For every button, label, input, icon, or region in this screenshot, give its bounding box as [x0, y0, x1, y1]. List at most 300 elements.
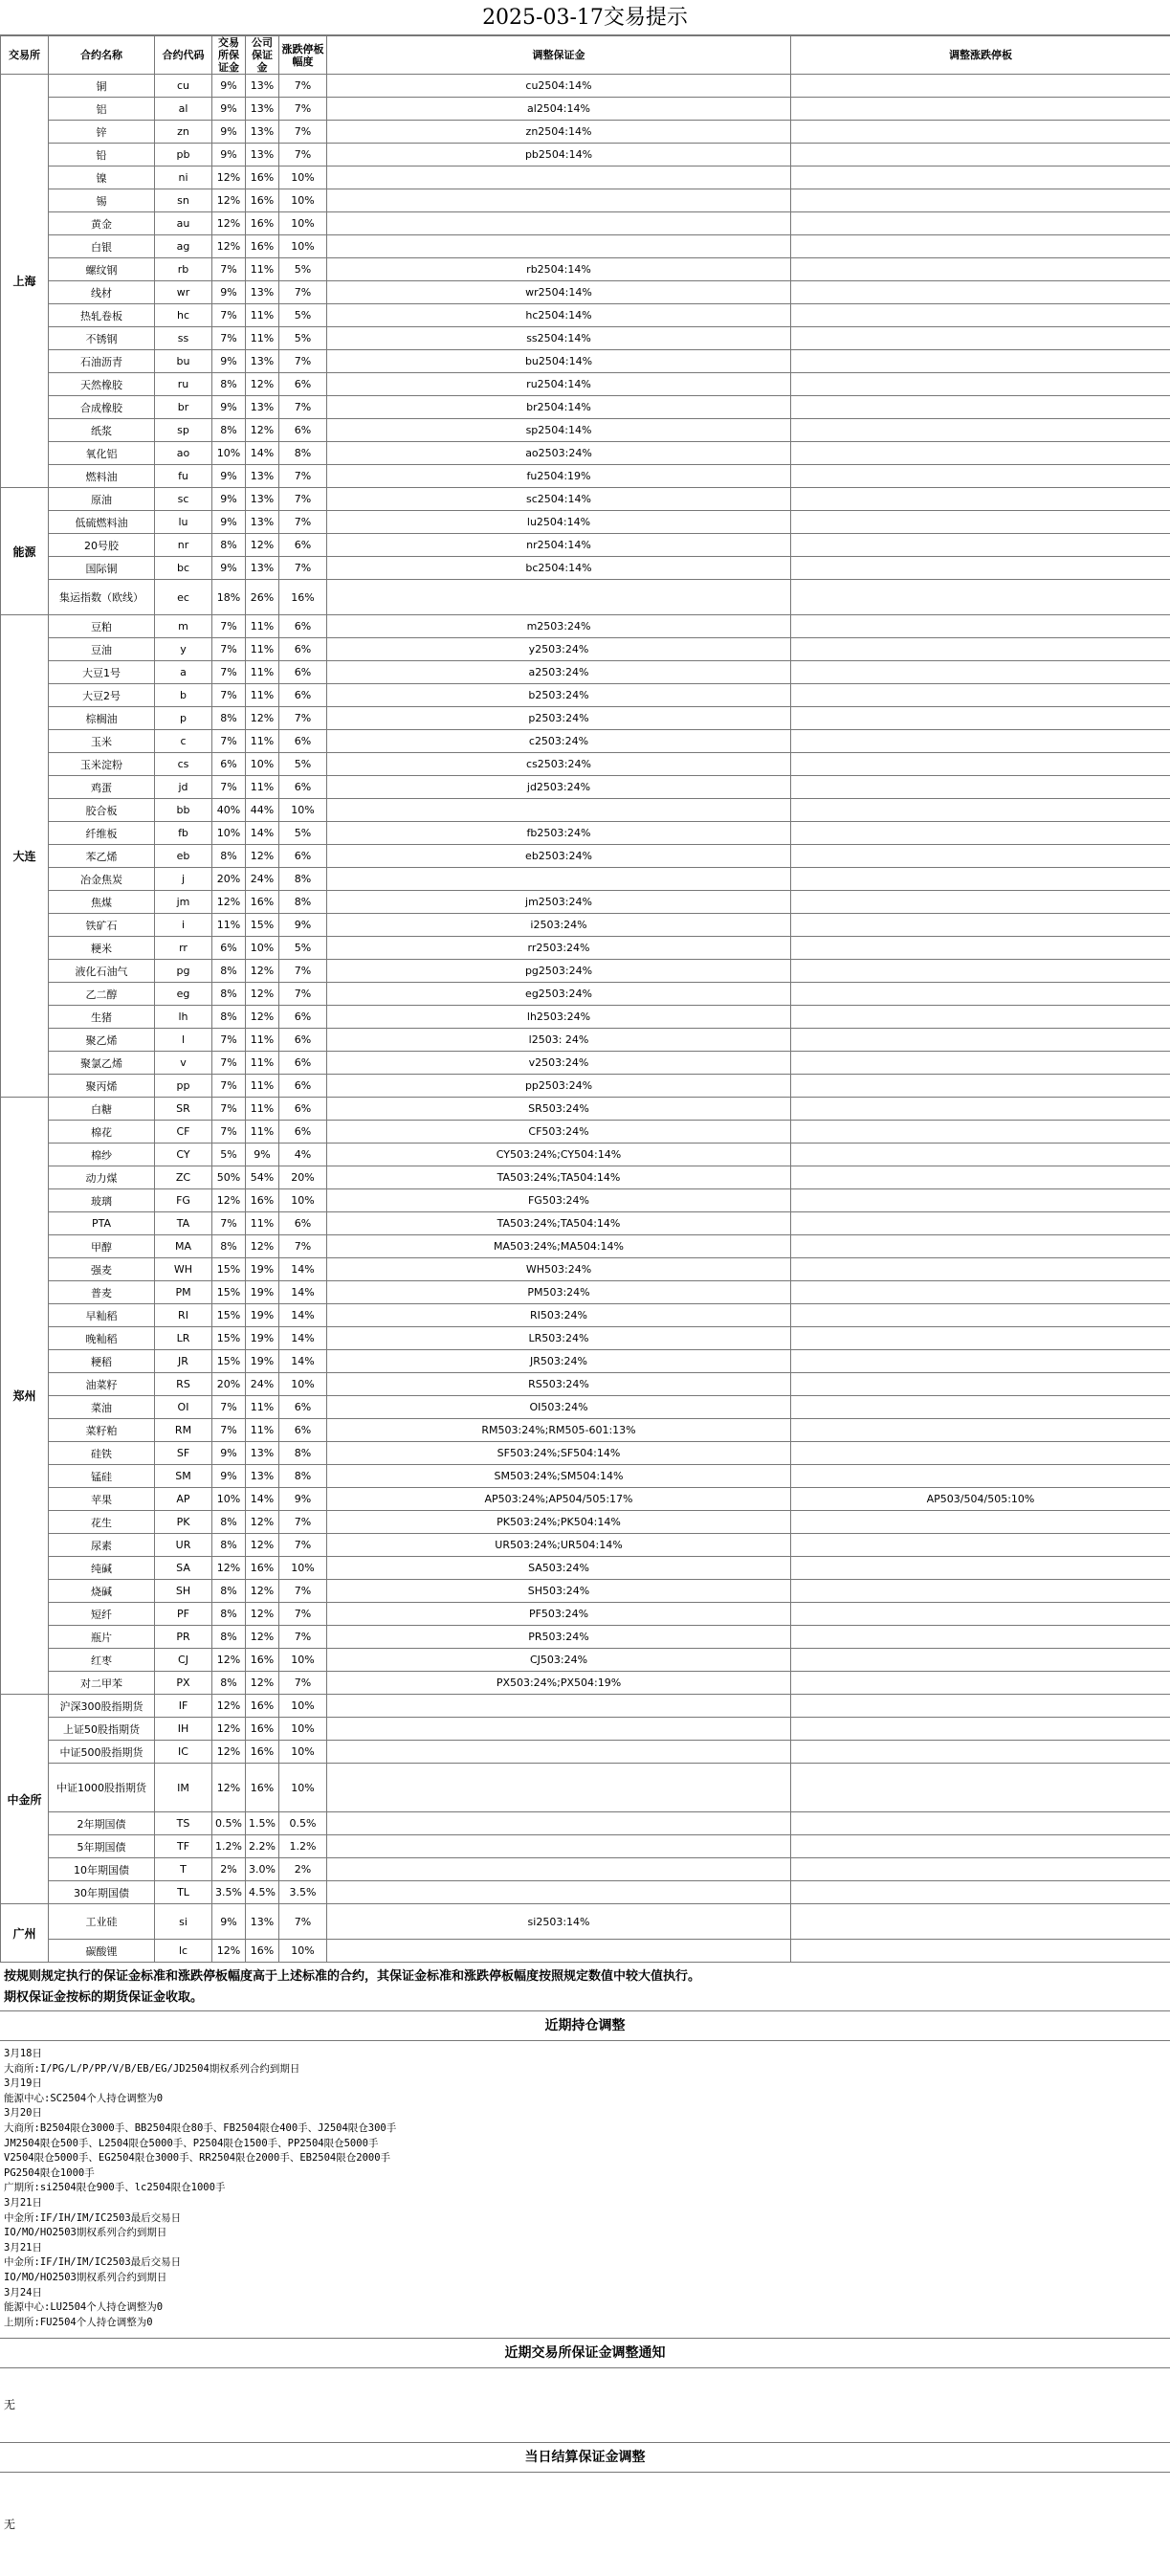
adjust-limit [791, 98, 1170, 121]
adjust-limit [791, 1235, 1170, 1258]
contract-name: 天然橡胶 [49, 373, 155, 396]
table-row [1, 75, 1170, 98]
adjust-limit [791, 661, 1170, 684]
exchange-margin: 12% [212, 1695, 246, 1718]
adjust-margin: RM503:24%;RM505-601:13% [327, 1419, 791, 1442]
contract-code: nr [155, 534, 212, 557]
contract-code: PF [155, 1603, 212, 1626]
exchange-margin: 15% [212, 1304, 246, 1327]
limit-range: 10% [279, 1695, 327, 1718]
exchange-cell: 郑州 [1, 1098, 49, 1695]
note-line: 按规则规定执行的保证金标准和涨跌停板幅度高于上述标准的合约，其保证金标准和涨跌停板幅度按照规定数值中较大值执行。 [4, 1966, 1166, 1988]
contract-code: fu [155, 465, 212, 488]
exchange-margin: 7% [212, 638, 246, 661]
contract-name: 大豆2号 [49, 684, 155, 707]
header-contract-name: 合约名称 [49, 36, 155, 75]
exchange-margin: 7% [212, 684, 246, 707]
exchange-margin: 12% [212, 1189, 246, 1212]
adjust-margin [327, 1835, 791, 1858]
company-margin: 13% [246, 281, 279, 304]
contract-code: lc [155, 1940, 212, 1963]
exchange-margin: 9% [212, 488, 246, 511]
contract-name: 集运指数（欧线） [49, 580, 155, 615]
adjust-limit: AP503/504/505:10% [791, 1488, 1170, 1511]
exchange-margin: 8% [212, 1672, 246, 1695]
contract-code: jd [155, 776, 212, 799]
header-adjust-limit: 调整涨跌停板 [791, 36, 1170, 75]
adjust-margin: SA503:24% [327, 1557, 791, 1580]
exchange-margin: 7% [212, 1419, 246, 1442]
contract-code: v [155, 1052, 212, 1075]
limit-range: 5% [279, 753, 327, 776]
limit-range: 5% [279, 327, 327, 350]
adjust-margin [327, 799, 791, 822]
adjust-margin: CY503:24%;CY504:14% [327, 1144, 791, 1166]
adjust-limit [791, 1281, 1170, 1304]
exchange-margin: 9% [212, 1442, 246, 1465]
company-margin: 16% [246, 1718, 279, 1741]
adjust-margin: cu2504:14% [327, 75, 791, 98]
limit-range: 8% [279, 891, 327, 914]
contract-code: T [155, 1858, 212, 1881]
adjust-limit [791, 304, 1170, 327]
contract-code: IM [155, 1764, 212, 1812]
limit-range: 10% [279, 1940, 327, 1963]
adjust-margin: LR503:24% [327, 1327, 791, 1350]
contract-name: 甲醇 [49, 1235, 155, 1258]
company-margin: 12% [246, 1580, 279, 1603]
company-margin: 12% [246, 707, 279, 730]
exchange-margin: 11% [212, 914, 246, 937]
table-row [1, 1812, 1170, 1835]
limit-range: 7% [279, 350, 327, 373]
limit-range: 7% [279, 281, 327, 304]
adjust-margin: eg2503:24% [327, 983, 791, 1006]
contract-name: 早籼稻 [49, 1304, 155, 1327]
contract-code: pp [155, 1075, 212, 1098]
limit-range: 6% [279, 1419, 327, 1442]
exchange-cell: 上海 [1, 75, 49, 488]
contract-code: CY [155, 1144, 212, 1166]
company-margin: 14% [246, 822, 279, 845]
limit-range: 7% [279, 1603, 327, 1626]
contract-code: cu [155, 75, 212, 98]
company-margin: 12% [246, 1603, 279, 1626]
notes [0, 1963, 1170, 2010]
exchange-margin: 8% [212, 707, 246, 730]
contract-name: 红枣 [49, 1649, 155, 1672]
adjust-margin: hc2504:14% [327, 304, 791, 327]
contract-code: TS [155, 1812, 212, 1835]
limit-range: 7% [279, 1511, 327, 1534]
contract-code: PX [155, 1672, 212, 1695]
contract-code: sn [155, 189, 212, 212]
exchange-margin: 9% [212, 557, 246, 580]
company-margin: 11% [246, 1052, 279, 1075]
contract-code: a [155, 661, 212, 684]
contract-code: IC [155, 1741, 212, 1764]
contract-code: jm [155, 891, 212, 914]
exchange-margin: 20% [212, 868, 246, 891]
table-row [1, 684, 1170, 707]
contract-code: i [155, 914, 212, 937]
adjust-limit [791, 868, 1170, 891]
limit-range: 7% [279, 144, 327, 167]
contract-name: 对二甲苯 [49, 1672, 155, 1695]
contract-code: wr [155, 281, 212, 304]
contract-code: CF [155, 1121, 212, 1144]
limit-range: 7% [279, 1904, 327, 1940]
contract-code: RS [155, 1373, 212, 1396]
contract-code: hc [155, 304, 212, 327]
adjust-limit [791, 442, 1170, 465]
exchange-margin: 12% [212, 1940, 246, 1963]
limit-range: 7% [279, 1235, 327, 1258]
header-adjust-margin: 调整保证金 [327, 36, 791, 75]
adjust-limit [791, 1741, 1170, 1764]
adjust-margin: RI503:24% [327, 1304, 791, 1327]
contract-name: 5年期国债 [49, 1835, 155, 1858]
adjust-margin: ao2503:24% [327, 442, 791, 465]
adjust-limit [791, 1695, 1170, 1718]
contract-name: 2年期国债 [49, 1812, 155, 1835]
adjust-limit [791, 615, 1170, 638]
exchange-margin: 12% [212, 1718, 246, 1741]
adjust-limit [791, 1442, 1170, 1465]
contract-name: 玉米淀粉 [49, 753, 155, 776]
holdings-line: 广期所:si2504限仓900手、lc2504限仓1000手 [4, 2181, 1166, 2196]
exchange-margin: 9% [212, 121, 246, 144]
contract-name: PTA [49, 1212, 155, 1235]
company-margin: 19% [246, 1304, 279, 1327]
contract-code: m [155, 615, 212, 638]
adjust-limit [791, 1835, 1170, 1858]
table-row [1, 580, 1170, 615]
company-margin: 12% [246, 373, 279, 396]
adjust-limit [791, 684, 1170, 707]
exchange-margin: 20% [212, 1373, 246, 1396]
limit-range: 7% [279, 557, 327, 580]
table-row [1, 1052, 1170, 1075]
exchange-margin: 15% [212, 1281, 246, 1304]
contract-name: 锌 [49, 121, 155, 144]
adjust-margin: TA503:24%;TA504:14% [327, 1212, 791, 1235]
adjust-limit [791, 1557, 1170, 1580]
table-row [1, 1580, 1170, 1603]
adjust-margin: eb2503:24% [327, 845, 791, 868]
exchange-margin: 12% [212, 167, 246, 189]
table-row [1, 960, 1170, 983]
table-row [1, 1626, 1170, 1649]
header-limit: 涨跌停板幅度 [279, 36, 327, 75]
contract-name: 烧碱 [49, 1580, 155, 1603]
adjust-margin [327, 1881, 791, 1904]
adjust-limit [791, 373, 1170, 396]
contract-code: pg [155, 960, 212, 983]
table-row [1, 822, 1170, 845]
contract-name: 鸡蛋 [49, 776, 155, 799]
contract-name: 原油 [49, 488, 155, 511]
exchange-margin: 7% [212, 776, 246, 799]
contract-code: RI [155, 1304, 212, 1327]
adjust-limit [791, 960, 1170, 983]
adjust-limit [791, 281, 1170, 304]
contract-name: 粳米 [49, 937, 155, 960]
holdings-line: 3月20日 [4, 2106, 1166, 2121]
table-row [1, 235, 1170, 258]
contract-name: 玉米 [49, 730, 155, 753]
exchange-margin: 9% [212, 144, 246, 167]
company-margin: 12% [246, 534, 279, 557]
table-row [1, 258, 1170, 281]
contract-code: SM [155, 1465, 212, 1488]
adjust-margin: lu2504:14% [327, 511, 791, 534]
adjust-limit [791, 937, 1170, 960]
holdings-line: 3月18日 [4, 2047, 1166, 2062]
company-margin: 16% [246, 1695, 279, 1718]
company-margin: 13% [246, 350, 279, 373]
margin-notice-text: 无 [0, 2368, 1170, 2442]
holdings-line: PG2504限仓1000手 [4, 2166, 1166, 2182]
limit-range: 7% [279, 707, 327, 730]
holdings-line: IO/MO/HO2503期权系列合约到期日 [4, 2271, 1166, 2286]
adjust-limit [791, 167, 1170, 189]
company-margin: 16% [246, 1940, 279, 1963]
table-header-row [1, 36, 1170, 75]
contract-name: 晚籼稻 [49, 1327, 155, 1350]
contract-name: 沪深300股指期货 [49, 1695, 155, 1718]
adjust-limit [791, 1327, 1170, 1350]
adjust-limit [791, 1029, 1170, 1052]
adjust-limit [791, 1858, 1170, 1881]
adjust-limit [791, 1580, 1170, 1603]
holdings-line: IO/MO/HO2503期权系列合约到期日 [4, 2226, 1166, 2241]
contract-code: TL [155, 1881, 212, 1904]
table-row [1, 1006, 1170, 1029]
company-margin: 16% [246, 1189, 279, 1212]
contract-name: 生猪 [49, 1006, 155, 1029]
company-margin: 11% [246, 327, 279, 350]
contract-code: CJ [155, 1649, 212, 1672]
table-row [1, 1396, 1170, 1419]
limit-range: 7% [279, 983, 327, 1006]
contract-code: lu [155, 511, 212, 534]
company-margin: 12% [246, 1006, 279, 1029]
contract-name: 聚氯乙烯 [49, 1052, 155, 1075]
contract-name: 棉花 [49, 1121, 155, 1144]
contract-code: ru [155, 373, 212, 396]
contract-name: 纤维板 [49, 822, 155, 845]
adjust-limit [791, 144, 1170, 167]
adjust-limit [791, 580, 1170, 615]
company-margin: 11% [246, 776, 279, 799]
table-row [1, 1718, 1170, 1741]
limit-range: 7% [279, 1626, 327, 1649]
table-row [1, 661, 1170, 684]
contract-code: fb [155, 822, 212, 845]
contract-code: TA [155, 1212, 212, 1235]
adjust-margin: CF503:24% [327, 1121, 791, 1144]
adjust-limit [791, 1764, 1170, 1812]
adjust-margin: rr2503:24% [327, 937, 791, 960]
limit-range: 7% [279, 98, 327, 121]
contract-name: 锡 [49, 189, 155, 212]
company-margin: 19% [246, 1327, 279, 1350]
contract-name: 20号胶 [49, 534, 155, 557]
company-margin: 10% [246, 937, 279, 960]
exchange-margin: 7% [212, 304, 246, 327]
exchange-margin: 40% [212, 799, 246, 822]
table-row [1, 776, 1170, 799]
contract-name: 聚丙烯 [49, 1075, 155, 1098]
contract-name: 强麦 [49, 1258, 155, 1281]
margin-table [0, 35, 1170, 1963]
table-row [1, 1419, 1170, 1442]
adjust-margin: PR503:24% [327, 1626, 791, 1649]
adjust-margin: b2503:24% [327, 684, 791, 707]
contract-name: 硅铁 [49, 1442, 155, 1465]
limit-range: 10% [279, 167, 327, 189]
adjust-limit [791, 121, 1170, 144]
contract-name: 铝 [49, 98, 155, 121]
exchange-margin: 7% [212, 327, 246, 350]
exchange-margin: 8% [212, 419, 246, 442]
limit-range: 6% [279, 1075, 327, 1098]
adjust-margin: SR503:24% [327, 1098, 791, 1121]
company-margin: 12% [246, 419, 279, 442]
limit-range: 14% [279, 1350, 327, 1373]
company-margin: 11% [246, 1419, 279, 1442]
contract-code: ag [155, 235, 212, 258]
adjust-margin [327, 1695, 791, 1718]
contract-name: 尿素 [49, 1534, 155, 1557]
contract-code: bb [155, 799, 212, 822]
limit-range: 6% [279, 684, 327, 707]
holdings-line: 能源中心:SC2504个人持仓调整为0 [4, 2092, 1166, 2107]
adjust-limit [791, 1075, 1170, 1098]
adjust-limit [791, 1511, 1170, 1534]
contract-name: 花生 [49, 1511, 155, 1534]
adjust-margin [327, 189, 791, 212]
limit-range: 16% [279, 580, 327, 615]
contract-name: 豆油 [49, 638, 155, 661]
holdings-line: 中金所:IF/IH/IM/IC2503最后交易日 [4, 2255, 1166, 2271]
exchange-margin: 6% [212, 753, 246, 776]
adjust-limit [791, 1626, 1170, 1649]
exchange-margin: 9% [212, 396, 246, 419]
limit-range: 2% [279, 1858, 327, 1881]
limit-range: 10% [279, 1373, 327, 1396]
table-row [1, 1557, 1170, 1580]
exchange-margin: 7% [212, 1052, 246, 1075]
limit-range: 6% [279, 1121, 327, 1144]
adjust-margin: PM503:24% [327, 1281, 791, 1304]
table-row [1, 1144, 1170, 1166]
contract-code: IH [155, 1718, 212, 1741]
company-margin: 13% [246, 488, 279, 511]
contract-name: 大豆1号 [49, 661, 155, 684]
adjust-limit [791, 1881, 1170, 1904]
table-row [1, 1166, 1170, 1189]
exchange-margin: 15% [212, 1258, 246, 1281]
adjust-margin: SH503:24% [327, 1580, 791, 1603]
exchange-margin: 12% [212, 891, 246, 914]
holdings-line: 3月24日 [4, 2286, 1166, 2301]
holdings-line: 3月19日 [4, 2076, 1166, 2092]
limit-range: 14% [279, 1258, 327, 1281]
adjust-limit [791, 1940, 1170, 1963]
adjust-limit [791, 212, 1170, 235]
contract-code: zn [155, 121, 212, 144]
company-margin: 12% [246, 845, 279, 868]
exchange-margin: 9% [212, 1465, 246, 1488]
contract-code: SA [155, 1557, 212, 1580]
contract-code: PR [155, 1626, 212, 1649]
company-margin: 13% [246, 396, 279, 419]
contract-code: lh [155, 1006, 212, 1029]
holdings-line: JM2504限仓500手、L2504限仓5000手、P2504限仓1500手、PP2504限仓5000手 [4, 2137, 1166, 2152]
note-line: 期权保证金按标的期货保证金收取。 [4, 1988, 1166, 2009]
contract-code: j [155, 868, 212, 891]
contract-name: 合成橡胶 [49, 396, 155, 419]
adjust-limit [791, 350, 1170, 373]
company-margin: 16% [246, 891, 279, 914]
limit-range: 14% [279, 1304, 327, 1327]
company-margin: 12% [246, 1672, 279, 1695]
limit-range: 7% [279, 121, 327, 144]
limit-range: 6% [279, 615, 327, 638]
contract-name: 螺纹钢 [49, 258, 155, 281]
adjust-limit [791, 730, 1170, 753]
contract-code: sc [155, 488, 212, 511]
exchange-margin: 8% [212, 1580, 246, 1603]
exchange-margin: 8% [212, 1534, 246, 1557]
adjust-margin [327, 1858, 791, 1881]
adjust-limit [791, 511, 1170, 534]
header-exchange-margin: 交易所保证金 [212, 36, 246, 75]
holdings-title: 近期持仓调整 [0, 2010, 1170, 2041]
contract-code: au [155, 212, 212, 235]
contract-code: y [155, 638, 212, 661]
contract-name: 石油沥青 [49, 350, 155, 373]
exchange-margin: 9% [212, 511, 246, 534]
adjust-margin [327, 580, 791, 615]
contract-name: 中证1000股指期货 [49, 1764, 155, 1812]
exchange-cell: 能源 [1, 488, 49, 615]
limit-range: 7% [279, 396, 327, 419]
adjust-limit [791, 488, 1170, 511]
contract-name: 棕榈油 [49, 707, 155, 730]
exchange-margin: 9% [212, 281, 246, 304]
limit-range: 7% [279, 511, 327, 534]
contract-code: ZC [155, 1166, 212, 1189]
contract-code: FG [155, 1189, 212, 1212]
adjust-margin [327, 1741, 791, 1764]
adjust-limit [791, 1166, 1170, 1189]
contract-code: rr [155, 937, 212, 960]
contract-name: 氧化铝 [49, 442, 155, 465]
contract-code: WH [155, 1258, 212, 1281]
table-row [1, 983, 1170, 1006]
company-margin: 11% [246, 661, 279, 684]
adjust-limit [791, 396, 1170, 419]
company-margin: 26% [246, 580, 279, 615]
limit-range: 10% [279, 1741, 327, 1764]
limit-range: 7% [279, 1580, 327, 1603]
exchange-cell: 广州 [1, 1904, 49, 1963]
exchange-margin: 9% [212, 98, 246, 121]
contract-name: 白糖 [49, 1098, 155, 1121]
